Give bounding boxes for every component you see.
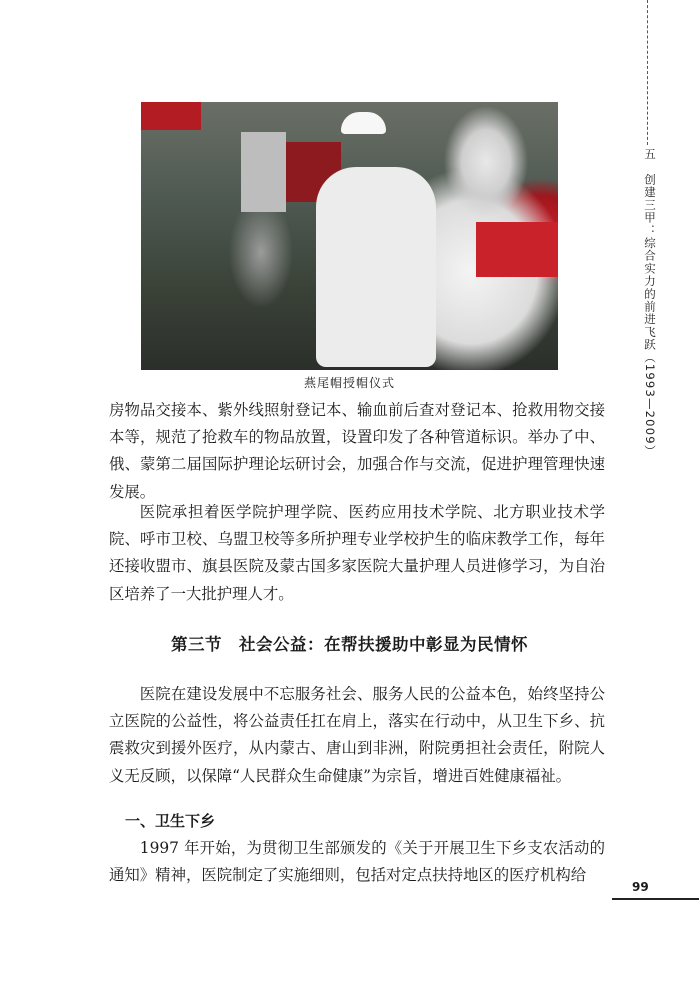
paragraph-intro xyxy=(109,681,605,790)
section-title: 第三节 社会公益：在帮扶援助中彰显为民情怀 xyxy=(171,635,528,654)
photo-red-table xyxy=(476,222,558,277)
photo-portrait-poster xyxy=(241,132,286,212)
sidebar-divider xyxy=(647,0,648,145)
paragraph-text: 1997 年开始，为贯彻卫生部颁发的《关于开展卫生下乡支农活动的通知》精神，医院制定了实施细则，包括对定点扶持地区的医疗机构给 xyxy=(109,839,605,885)
subheading-rural-health: 一、卫生下乡 xyxy=(125,812,216,830)
paragraph-teaching xyxy=(109,499,605,608)
ceremony-photo xyxy=(141,102,558,370)
photo-banner xyxy=(141,102,201,130)
chapter-running-title: 五 创建三甲：综合实力的前进飞跃（1993—2009） xyxy=(643,148,657,458)
page-number-rule xyxy=(612,898,699,900)
photo-nurse-cap xyxy=(341,112,386,134)
page-number: 99 xyxy=(632,880,649,894)
photo-nurse-figure xyxy=(316,167,436,367)
paragraph-text: 医院承担着医学院护理学院、医药应用技术学院、北方职业技术学院、呼市卫校、乌盟卫校等多所护理专业学校护生的临床教学工作，每年还接收盟市、旗县医院及蒙古国多家医院大量护理人员进修学习，为自治区培养了一大批护理人才。 xyxy=(109,503,605,603)
paragraph-rural xyxy=(109,835,605,889)
photo-caption: 燕尾帽授帽仪式 xyxy=(303,376,395,390)
paragraph-text: 房物品交接本、紫外线照射登记本、输血前后查对登记本、抢救用物交接本等，规范了抢救车的物品放置，设置印发了各种管道标识。举办了中、俄、蒙第二届国际护理论坛研讨会，加强合作与交流，促进护理管理快速发展。 xyxy=(109,401,605,501)
paragraph-text: 医院在建设发展中不忘服务社会、服务人民的公益本色，始终坚持公立医院的公益性，将公益责任扛在肩上，落实在行动中，从卫生下乡、抗震救灾到援外医疗，从内蒙古、唐山到非洲，附院勇担社会责任，附院人义无反顾，以保障“人民群众生命健康”为宗旨，增进百姓健康福祉。 xyxy=(109,685,605,785)
paragraph-continued xyxy=(109,397,605,506)
